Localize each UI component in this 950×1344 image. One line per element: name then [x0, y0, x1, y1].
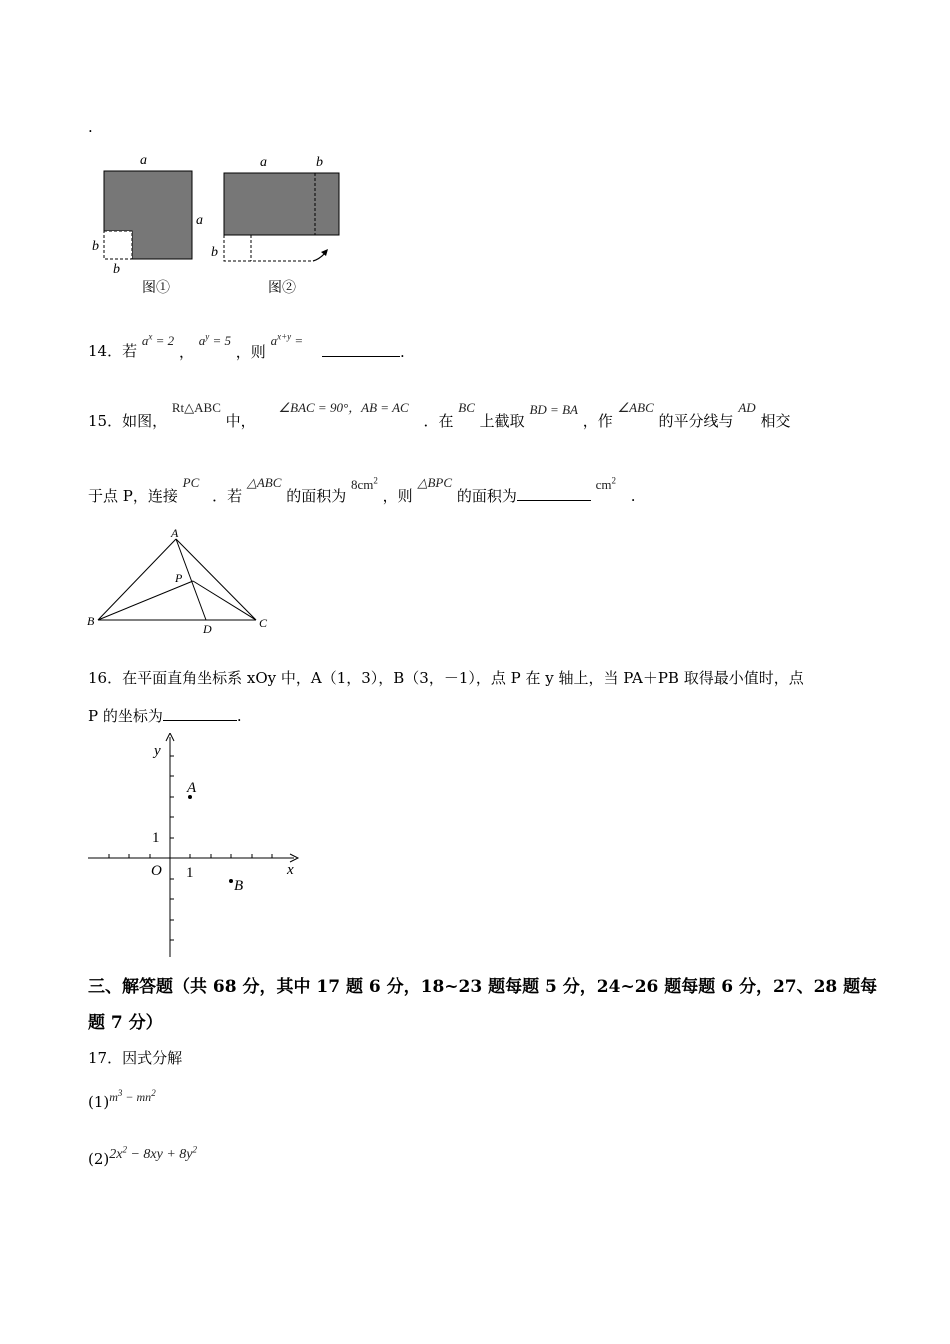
- origin-label: O: [151, 863, 162, 879]
- q15-number: 15．如图，: [88, 412, 168, 430]
- point-B-label: B: [87, 614, 95, 628]
- q16-answer-blank[interactable]: [163, 706, 237, 721]
- x-unit-label: 1: [186, 865, 194, 881]
- fig1-label-a-top: a: [140, 153, 147, 168]
- q15-answer-blank[interactable]: [517, 486, 591, 501]
- point-A-label: A: [187, 780, 197, 796]
- question-16-line1: 16．在平面直角坐标系 xOy 中，A（1，3），B（3，－1），点 P 在 y 轴上，当 PA＋PB 取得最小值时，点: [88, 669, 804, 687]
- question-14: 14．若 $a^x = 2$ ， $a^y = 5$ ，则 $a^{x+y}$ = .: [88, 331, 405, 361]
- figure2-rectangle: [224, 173, 339, 235]
- fig2-label-b-top: b: [316, 155, 323, 170]
- q14-expr3: $a^{x+y}$ =: [270, 331, 304, 348]
- point-A-label: A: [171, 526, 179, 540]
- point-C-label: C: [259, 616, 268, 630]
- question-15-line1: 15．如图， Rt△ABC 中， ∠BAC = 90°，AB = AC ．在 BC 上截取 BD = BA ，作 ∠ABC 的平分线与 AD 相交: [88, 400, 791, 430]
- question-16-line2: P 的坐标为 .: [88, 707, 242, 725]
- q17-part2-expr: $2x^2 - 8xy + 8y^2$: [109, 1144, 198, 1162]
- question-17-part2: $(2)2x^2 - 8xy + 8y^2$: [88, 1144, 198, 1168]
- q15-area-value: $8cm^2$: [351, 475, 378, 492]
- section-3-heading-line2: 题 7 分）: [88, 1013, 163, 1033]
- question-17-part1: $(1)^{m^3 - mn^2}$: [88, 1088, 156, 1111]
- y-axis-label: y: [154, 743, 161, 759]
- q14-answer-blank[interactable]: [322, 342, 400, 357]
- q17-part1-expr: m3 − mn2: [109, 1088, 156, 1104]
- q14-expr1: $a^x = 2$: [141, 331, 175, 348]
- point-B-label: B: [234, 878, 244, 894]
- stray-dot: .: [88, 118, 93, 136]
- q14-expr2: $a^y = 5$: [198, 331, 232, 348]
- fig1-label-b-bottom: b: [113, 262, 120, 277]
- x-axis-label: x: [287, 862, 294, 878]
- triangle-figure: [80, 524, 280, 639]
- fig1-label-b-left: b: [92, 239, 99, 254]
- fig2-caption: 图②: [268, 281, 296, 296]
- fig2-label-a-top: a: [260, 155, 267, 170]
- fig1-label-a-side: a: [196, 213, 203, 228]
- point-P-label: P: [175, 571, 183, 585]
- y-unit-label: 1: [152, 830, 160, 846]
- question-15-line2: 于点 P，连接 PC ．若 △ABC 的面积为 $8cm^2$ ，则 △BPC 的面积为 $cm^2$ .: [88, 475, 636, 505]
- figure1-cut-square: [104, 231, 132, 259]
- point-B: [229, 879, 233, 883]
- fig2-label-b-left: b: [211, 245, 218, 260]
- q15-unit: $cm^2$: [595, 475, 616, 492]
- coordinate-plane: [80, 733, 310, 961]
- section-3-heading-line1: 三、解答题（共 68 分，其中 17 题 6 分，18~23 题每题 5 分，24~26 题每题 6 分，27、28 题每: [88, 977, 878, 997]
- point-D-label: D: [203, 622, 212, 636]
- q14-number: 14．若: [88, 342, 138, 360]
- question-17-title: 17．因式分解: [88, 1049, 183, 1067]
- square-figures: [80, 148, 360, 300]
- fig1-caption: 图①: [142, 281, 170, 296]
